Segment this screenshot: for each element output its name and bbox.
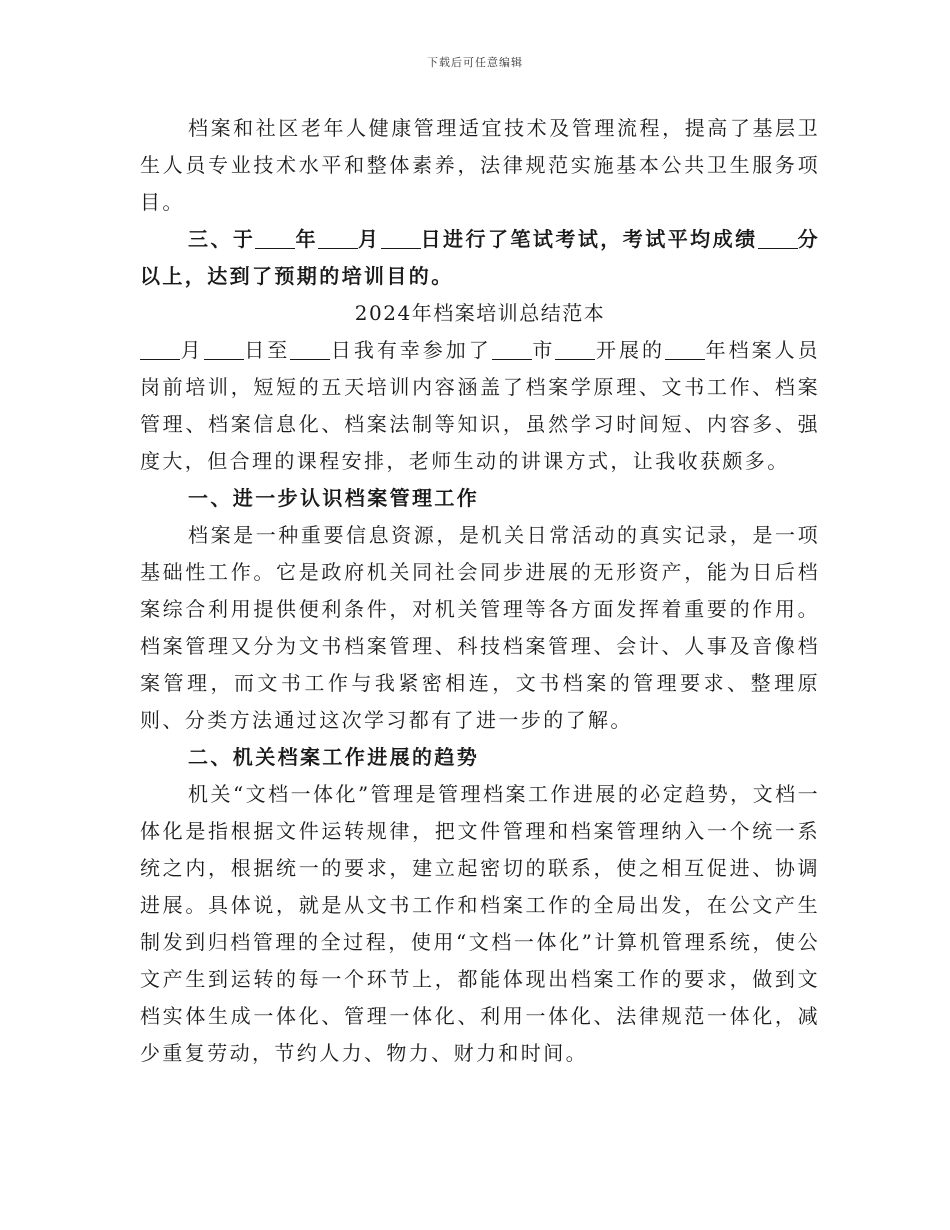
paragraph-exam-result [140, 221, 820, 295]
intro-text-4: 市 [531, 338, 556, 362]
document-body [140, 110, 820, 1072]
page-header: 下载后可任意编辑 [427, 56, 523, 69]
blank-field [665, 339, 705, 360]
exam-text-2: 年 [295, 227, 318, 251]
exam-text-4: 日进行了笔试考试，考试平均成绩 [420, 227, 758, 251]
intro-text-6: 年档案人员岗前培训，短短的五天培训内容涵盖了档案学原理、文书工作、档案管理、档案信息化、档案法制等知识，虽然学习时间短、内容多、强度大，但合理的课程安排，老师生动的讲课方式，让我收获颇多。 [140, 338, 821, 473]
blank-field [758, 228, 798, 249]
paragraph-integration-trend: 机关“文档一体化”管理是管理档案工作进展的必定趋势，文档一体化是指根据文件运转规律，把文件管理和档案管理纳入一个统一系统之内，根据统一的要求，建立起密切的联系，使之相互促进、协调进展。具体说，就是从文书工作和档案工作的全局出发，在公文产生制发到归档管理的全过程，使用“文档一体化”计算机管理系统，使公文产生到运转的每一个环节上，都能体现出档案工作的要求，做到文档实体生成一体化、管理一体化、利用一体化、法律规范一体化，减少重复劳动，节约人力、物力、财力和时间。 [140, 782, 820, 1065]
blank-field [555, 339, 595, 360]
blank-field [381, 228, 421, 249]
exam-text-5: 分以上，达到了预期的培训目的。 [140, 227, 821, 288]
exam-text-3: 月 [357, 227, 381, 251]
blank-field [140, 339, 180, 360]
blank-field [204, 339, 244, 360]
paragraph-archive-importance: 档案是一种重要信息资源，是机关日常活动的真实记录，是一项基础性工作。它是政府机关同社会同步进展的无形资产，能为日后档案综合利用提供便利条件，对机关管理等各方面发挥着重要的作用。档案管理又分为文书档案管理、科技档案管理、会计、人事及音像档案管理，而文书工作与我紧密相连，文书档案的管理要求、整理原则、分类方法通过这次学习都有了进一步的了解。 [140, 523, 820, 732]
blank-field [255, 228, 295, 249]
intro-text-2: 日至 [243, 338, 291, 362]
paragraph-continuation: 档案和社区老年人健康管理适宜技术及管理流程，提高了基层卫生人员专业技术水平和整体素养，法律规范实施基本公共卫生服务项目。 [140, 116, 820, 214]
intro-text-3: 日我有幸参加了 [330, 338, 492, 362]
intro-text-5: 开展的 [595, 338, 666, 362]
intro-text-1: 月 [180, 338, 204, 362]
blank-field [318, 228, 358, 249]
blank-field [290, 339, 330, 360]
exam-text-1: 三、于 [188, 227, 256, 251]
document-title: 2024年档案培训总结范本 [354, 301, 606, 325]
section-heading-1: 一、进一步认识档案管理工作 [188, 486, 480, 510]
section-heading-2: 二、机关档案工作进展的趋势 [188, 745, 480, 769]
blank-field [492, 339, 532, 360]
paragraph-intro [140, 332, 820, 480]
